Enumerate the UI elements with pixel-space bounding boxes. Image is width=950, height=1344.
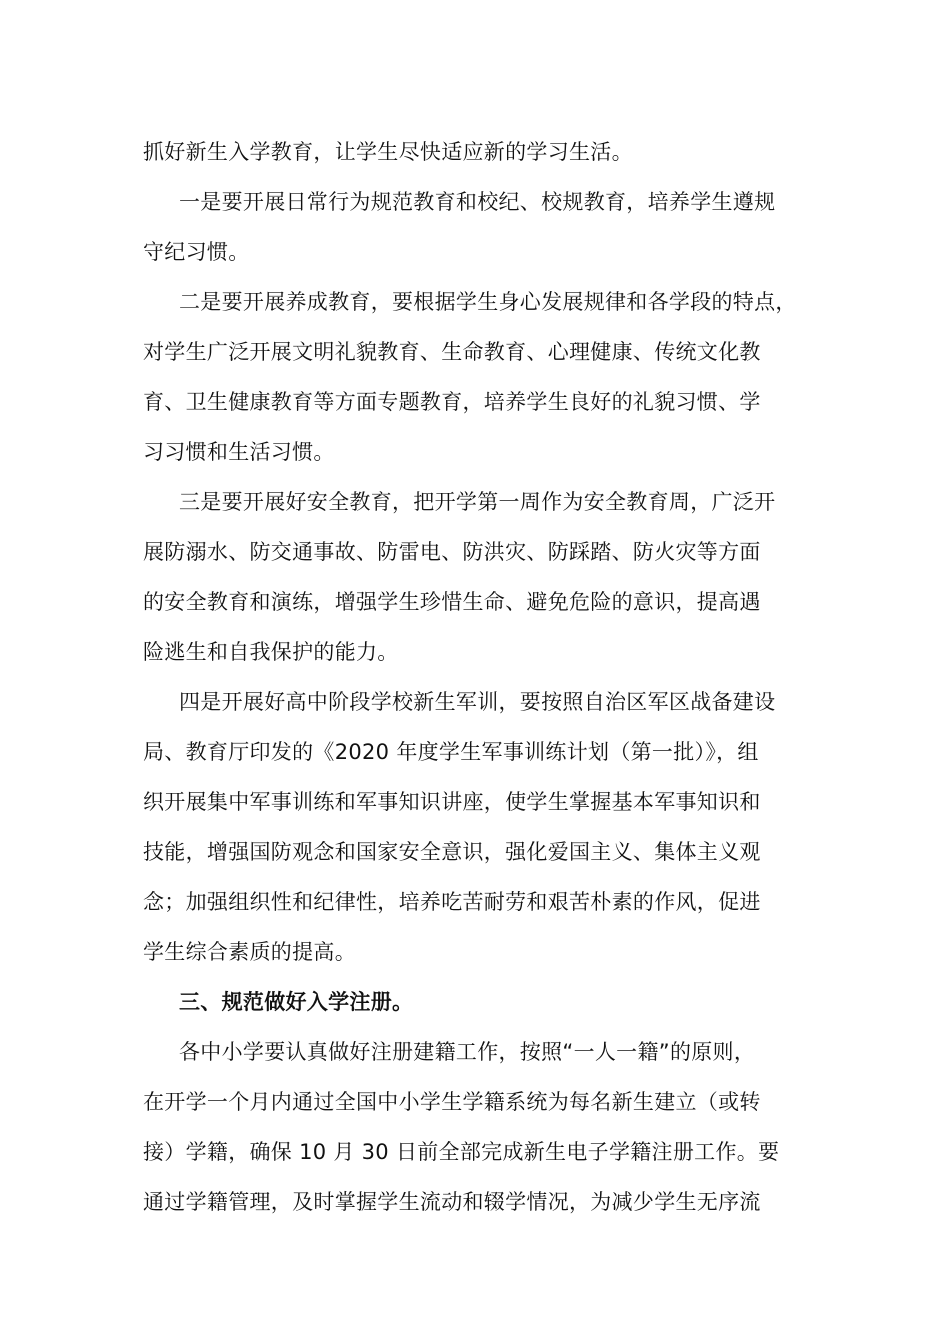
text-line: 二是要开展养成教育，要根据学生身心发展规律和各学段的特点， [179, 290, 797, 314]
text-line: 技能，增强国防观念和国家安全意识，强化爱国主义、集体主义观 [143, 840, 761, 864]
text-line: 接）学籍，确保 10 月 30 日前全部完成新生电子学籍注册工作。要 [143, 1140, 780, 1164]
text-line: 习习惯和生活习惯。 [143, 440, 335, 464]
text-line: 三是要开展好安全教育，把开学第一周作为安全教育周，广泛开 [179, 490, 776, 514]
text-line: 各中小学要认真做好注册建籍工作，按照“一人一籍”的原则， [179, 1040, 756, 1064]
text-line: 念；加强组织性和纪律性，培养吃苦耐劳和艰苦朴素的作风，促进 [143, 890, 761, 914]
text-line: 学生综合素质的提高。 [143, 940, 356, 964]
text-line: 通过学籍管理，及时掌握学生流动和辍学情况，为减少学生无序流 [143, 1190, 761, 1214]
text-line: 险逃生和自我保护的能力。 [143, 640, 399, 664]
text-line: 四是开展好高中阶段学校新生军训，要按照自治区军区战备建设 [179, 690, 776, 714]
text-line: 展防溺水、防交通事故、防雷电、防洪灾、防踩踏、防火灾等方面 [143, 540, 761, 564]
section-heading: 三、规范做好入学注册。 [179, 990, 414, 1014]
text-line: 守纪习惯。 [143, 240, 250, 264]
text-line: 的安全教育和演练，增强学生珍惜生命、避免危险的意识，提高遇 [143, 590, 761, 614]
text-line: 在开学一个月内通过全国中小学生学籍系统为每名新生建立（或转 [143, 1090, 761, 1114]
text-line: 对学生广泛开展文明礼貌教育、生命教育、心理健康、传统文化教 [143, 340, 761, 364]
text-line: 织开展集中军事训练和军事知识讲座，使学生掌握基本军事知识和 [143, 790, 761, 814]
text-line: 育、卫生健康教育等方面专题教育，培养学生良好的礼貌习惯、学 [143, 390, 761, 414]
text-line: 局、教育厅印发的《2020 年度学生军事训练计划（第一批）》，组 [143, 740, 759, 764]
text-line: 抓好新生入学教育，让学生尽快适应新的学习生活。 [143, 140, 633, 164]
text-line: 一是要开展日常行为规范教育和校纪、校规教育，培养学生遵规 [179, 190, 776, 214]
